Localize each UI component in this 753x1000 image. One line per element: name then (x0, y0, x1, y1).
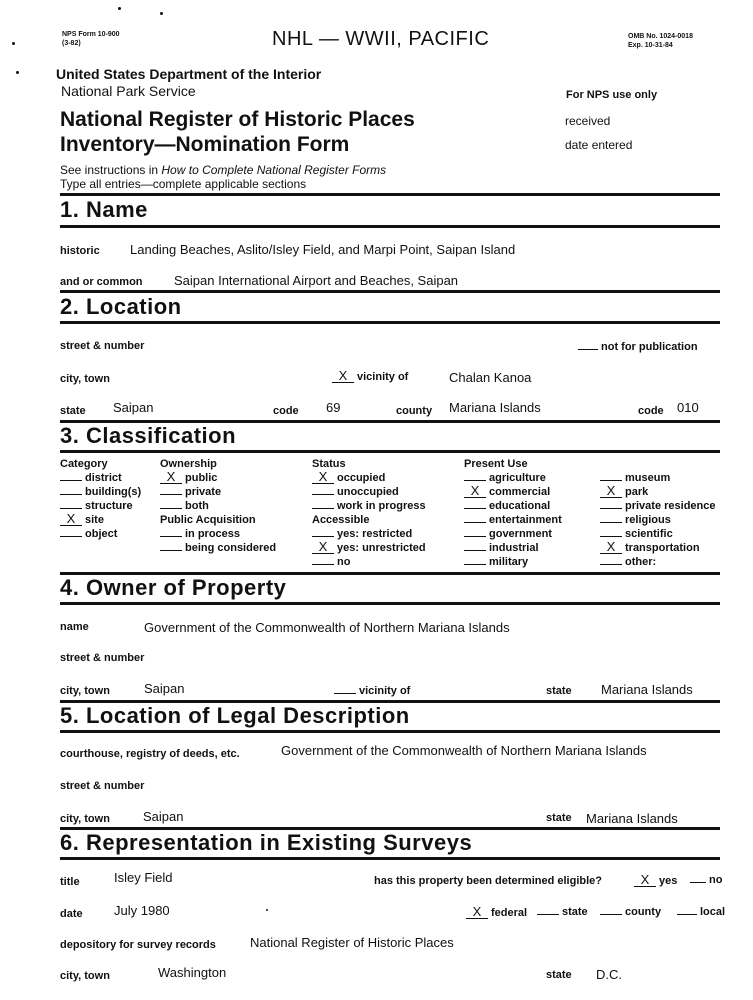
use-entertainment[interactable]: entertainment (464, 513, 562, 527)
state-value[interactable]: Saipan (113, 400, 154, 415)
survey-title-label: title (60, 876, 80, 888)
instructions: See instructions in How to Complete National Register Forms Type all entries—complete applicable sections (60, 163, 387, 191)
courthouse-value[interactable]: Government of the Commonwealth of Northern Mariana Islands (281, 743, 647, 758)
status-occupied[interactable]: X occupied (312, 471, 426, 485)
scan-speck (12, 42, 15, 45)
section-rule (60, 857, 720, 860)
category-structure[interactable]: structure (60, 499, 141, 513)
state-label: state (60, 405, 86, 417)
acquisition-being-considered[interactable]: being considered (160, 541, 276, 555)
section-5-title: 5. Location of Legal Description (60, 703, 410, 728)
section-rule (60, 321, 720, 324)
present-use-heading: Present Use (464, 458, 528, 470)
legal-state-label: state (546, 812, 572, 824)
use-religious[interactable]: religious (600, 513, 716, 527)
ownership-both[interactable]: both (160, 499, 276, 513)
category-column (60, 457, 141, 541)
section-3-title: 3. Classification (60, 423, 237, 448)
form-title: National Register of Historic Places Inventory—Nomination Form (60, 108, 415, 156)
section-rule (60, 450, 720, 453)
code2-label: code (638, 405, 664, 417)
section-rule (60, 730, 720, 733)
section-rule (60, 225, 720, 228)
historic-label: historic (60, 245, 100, 257)
omb-number: OMB No. 1024-0018 Exp. 10-31-84 (628, 33, 693, 49)
survey-city[interactable]: Washington (158, 965, 227, 980)
level-local[interactable]: local (677, 906, 725, 918)
category-district[interactable]: district (60, 471, 141, 485)
county-value[interactable]: Mariana Islands (449, 400, 541, 415)
date-entered-label: date entered (565, 138, 633, 152)
section-6-title: 6. Representation in Existing Surveys (60, 830, 473, 855)
received-label: received (565, 114, 611, 128)
survey-state[interactable]: D.C. (596, 967, 622, 982)
use-transportation[interactable]: X transportation (600, 541, 716, 555)
not-for-publication[interactable]: not for publication (578, 341, 698, 353)
survey-date[interactable]: July 1980 (114, 903, 170, 918)
present-use-column-2 (600, 471, 716, 569)
depository-label: depository for survey records (60, 939, 216, 951)
present-use-column (464, 457, 562, 569)
eligible-question: has this property been determined eligible? (374, 875, 602, 887)
accessible-no[interactable]: no (312, 555, 426, 569)
section-2-title: 2. Location (60, 294, 182, 319)
section-rule (60, 290, 720, 293)
courthouse-label: courthouse, registry of deeds, etc. (60, 748, 240, 760)
level-federal[interactable]: X federal (466, 906, 527, 919)
use-private-residence[interactable]: private residence (600, 499, 716, 513)
street-label: street & number (60, 340, 145, 352)
section-4-title: 4. Owner of Property (60, 575, 287, 600)
section-rule (60, 602, 720, 605)
section-rule (60, 193, 720, 196)
owner-vicinity[interactable]: vicinity of (334, 685, 410, 697)
legal-state[interactable]: Mariana Islands (586, 811, 678, 826)
use-scientific[interactable]: scientific (600, 527, 716, 541)
category-object[interactable]: object (60, 527, 141, 541)
scan-speck (266, 909, 268, 911)
county-label: county (396, 405, 433, 417)
use-museum[interactable]: museum (600, 471, 716, 485)
ownership-column (160, 457, 276, 555)
city-label: city, town (60, 373, 110, 385)
form-number: NPS Form 10-900 (3-82) (62, 31, 120, 47)
eligible-yes[interactable]: X yes (634, 874, 677, 887)
legal-street-label: street & number (60, 780, 145, 792)
common-name[interactable]: Saipan International Airport and Beaches, Saipan (174, 273, 459, 288)
use-commercial[interactable]: X commercial (464, 485, 562, 499)
use-industrial[interactable]: industrial (464, 541, 562, 555)
category-site[interactable]: X site (60, 513, 141, 527)
use-agriculture[interactable]: agriculture (464, 471, 562, 485)
use-park[interactable]: X park (600, 485, 716, 499)
ownership-public[interactable]: X public (160, 471, 276, 485)
code-value[interactable]: 69 (326, 400, 341, 415)
vicinity-checkbox[interactable]: X vicinity of (332, 370, 408, 383)
owner-city-label: city, town (60, 685, 110, 697)
ownership-private[interactable]: private (160, 485, 276, 499)
department: United States Department of the Interior (56, 66, 322, 82)
category-buildings[interactable]: building(s) (60, 485, 141, 499)
level-state[interactable]: state (537, 906, 588, 918)
scan-speck (16, 71, 19, 74)
owner-state[interactable]: Mariana Islands (601, 682, 693, 697)
code-label: code (273, 405, 299, 417)
owner-state-label: state (546, 685, 572, 697)
city-value[interactable]: Chalan Kanoa (449, 370, 532, 385)
section-1-title: 1. Name (60, 197, 148, 222)
survey-city-label: city, town (60, 970, 110, 982)
status-work-in-progress[interactable]: work in progress (312, 499, 426, 513)
survey-title[interactable]: Isley Field (114, 870, 173, 885)
scan-speck (160, 12, 163, 15)
common-name-label: and or common (60, 276, 143, 288)
use-other[interactable]: other: (600, 555, 716, 569)
accessible-restricted[interactable]: yes: restricted (312, 527, 426, 541)
accessible-heading: Accessible (312, 514, 370, 526)
accessible-unrestricted[interactable]: X yes: unrestricted (312, 541, 426, 555)
status-column (312, 457, 426, 569)
historic-name[interactable]: Landing Beaches, Aslito/Isley Field, and Marpi Point, Saipan Island (130, 242, 516, 257)
eligible-no[interactable]: no (690, 874, 722, 886)
ownership-heading: Ownership (160, 458, 217, 470)
depository-value[interactable]: National Register of Historic Places (250, 935, 454, 950)
status-heading: Status (312, 458, 346, 470)
acquisition-in-process[interactable]: in process (160, 527, 276, 541)
owner-street-label: street & number (60, 652, 145, 664)
agency: National Park Service (61, 83, 196, 99)
legal-city[interactable]: Saipan (143, 809, 184, 824)
legal-city-label: city, town (60, 813, 110, 825)
acquisition-heading: Public Acquisition (160, 514, 256, 526)
status-unoccupied[interactable]: unoccupied (312, 485, 426, 499)
survey-state-label: state (546, 969, 572, 981)
code2-value[interactable]: 010 (677, 400, 699, 415)
use-government[interactable]: government (464, 527, 562, 541)
owner-city[interactable]: Saipan (144, 681, 185, 696)
owner-name-label: name (60, 621, 89, 633)
scan-speck (118, 7, 121, 10)
nhl-stamp: NHL — WWII, PACIFIC (272, 28, 490, 50)
use-educational[interactable]: educational (464, 499, 562, 513)
category-heading: Category (60, 458, 108, 470)
owner-name[interactable]: Government of the Commonwealth of Northern Mariana Islands (144, 620, 510, 635)
nps-use-label: For NPS use only (566, 89, 658, 101)
survey-date-label: date (60, 908, 83, 920)
level-county[interactable]: county (600, 906, 661, 918)
use-military[interactable]: military (464, 555, 562, 569)
